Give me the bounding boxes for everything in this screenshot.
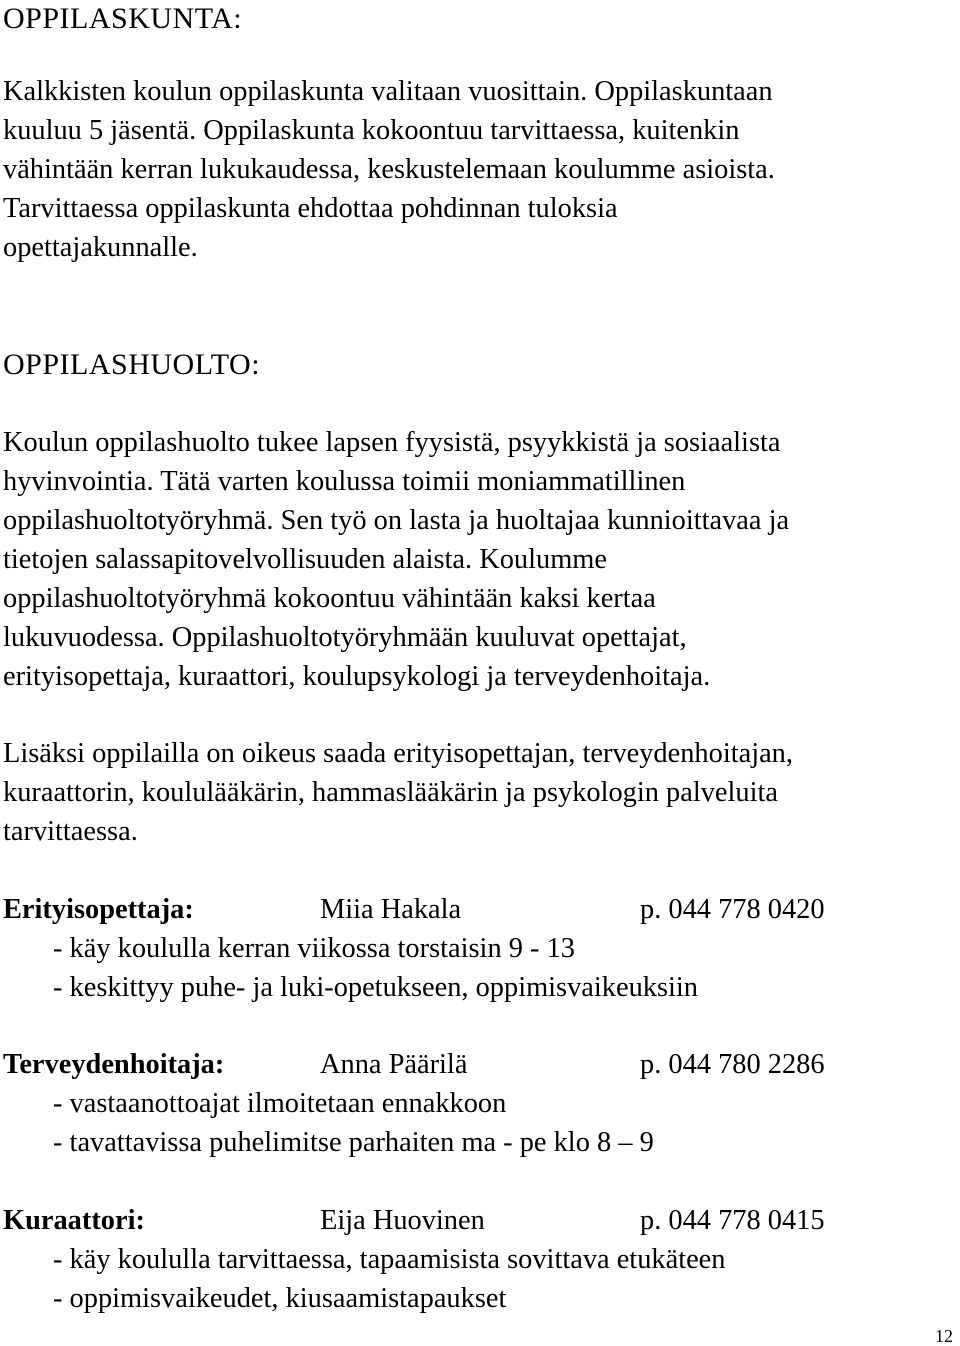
- paragraph-line: kuuluu 5 jäsentä. Oppilaskunta kokoontuu tarvittaessa, kuitenkin: [3, 115, 740, 146]
- paragraph-line: erityisopettaja, kuraattori, koulupsykologi ja terveydenhoitaja.: [3, 661, 711, 692]
- contact-role: Terveydenhoitaja:: [3, 1049, 225, 1080]
- oppilashuolto-heading: OPPILASHUOLTO:: [3, 348, 261, 381]
- paragraph-line: kuraattorin, koululääkärin, hammaslääkärin ja psykologin palveluita: [3, 777, 778, 808]
- contact-detail: - oppimisvaikeudet, kiusaamistapaukset: [53, 1283, 507, 1314]
- paragraph-line: oppilashuoltotyöryhmä. Sen työ on lasta ja huoltajaa kunnioittavaa ja: [3, 505, 790, 536]
- additional-services-paragraph: [3, 734, 953, 851]
- contact-header: [3, 890, 953, 929]
- oppilaskunta-paragraph: [3, 72, 953, 267]
- contact-header: [3, 1045, 953, 1084]
- paragraph-line: vähintään kerran lukukaudessa, keskustelemaan koulumme asioista.: [3, 154, 775, 185]
- contact-name: Eija Huovinen: [320, 1205, 485, 1236]
- paragraph-line: Koulun oppilashuolto tukee lapsen fyysistä, psyykkistä ja sosiaalista: [3, 427, 781, 458]
- contact-name: Anna Päärilä: [320, 1049, 468, 1080]
- contact-kuraattori: [3, 1201, 953, 1318]
- contact-detail: - käy koululla tarvittaessa, tapaamisista sovittava etukäteen: [53, 1244, 726, 1275]
- paragraph-line: tietojen salassapitovelvollisuuden alaista. Koulumme: [3, 544, 607, 575]
- paragraph-line: tarvittaessa.: [3, 816, 138, 847]
- contact-header: [3, 1201, 953, 1240]
- oppilaskunta-heading: OPPILASKUNTA:: [3, 2, 243, 35]
- paragraph-line: lukuvuodessa. Oppilashuoltotyöryhmään kuuluvat opettajat,: [3, 622, 687, 653]
- contact-role: Erityisopettaja:: [3, 894, 194, 925]
- paragraph-line: Tarvittaessa oppilaskunta ehdottaa pohdinnan tuloksia: [3, 193, 618, 224]
- contact-phone: p. 044 778 0420: [640, 894, 825, 925]
- contact-phone: p. 044 778 0415: [640, 1205, 825, 1236]
- paragraph-line: hyvinvointia. Tätä varten koulussa toimii moniammatillinen: [3, 466, 686, 497]
- contact-role: Kuraattori:: [3, 1205, 145, 1236]
- contact-name: Miia Hakala: [320, 894, 462, 925]
- oppilashuolto-paragraph: [3, 423, 953, 696]
- page-number: 12: [935, 1326, 953, 1346]
- contact-detail: - tavattavissa puhelimitse parhaiten ma - pe klo 8 – 9: [53, 1127, 654, 1158]
- paragraph-line: opettajakunnalle.: [3, 232, 198, 263]
- contact-terveydenhoitaja: [3, 1045, 953, 1162]
- contact-erityisopettaja: [3, 890, 953, 1007]
- paragraph-line: Kalkkisten koulun oppilaskunta valitaan vuosittain. Oppilaskuntaan: [3, 76, 773, 107]
- contact-detail: - keskittyy puhe- ja luki-opetukseen, oppimisvaikeuksiin: [53, 972, 698, 1003]
- contact-detail: - vastaanottoajat ilmoitetaan ennakkoon: [53, 1088, 507, 1119]
- contact-detail: - käy koululla kerran viikossa torstaisin 9 - 13: [53, 933, 575, 964]
- paragraph-line: oppilashuoltotyöryhmä kokoontuu vähintään kaksi kertaa: [3, 583, 656, 614]
- paragraph-line: Lisäksi oppilailla on oikeus saada erityisopettajan, terveydenhoitajan,: [3, 738, 793, 769]
- contact-phone: p. 044 780 2286: [640, 1049, 825, 1080]
